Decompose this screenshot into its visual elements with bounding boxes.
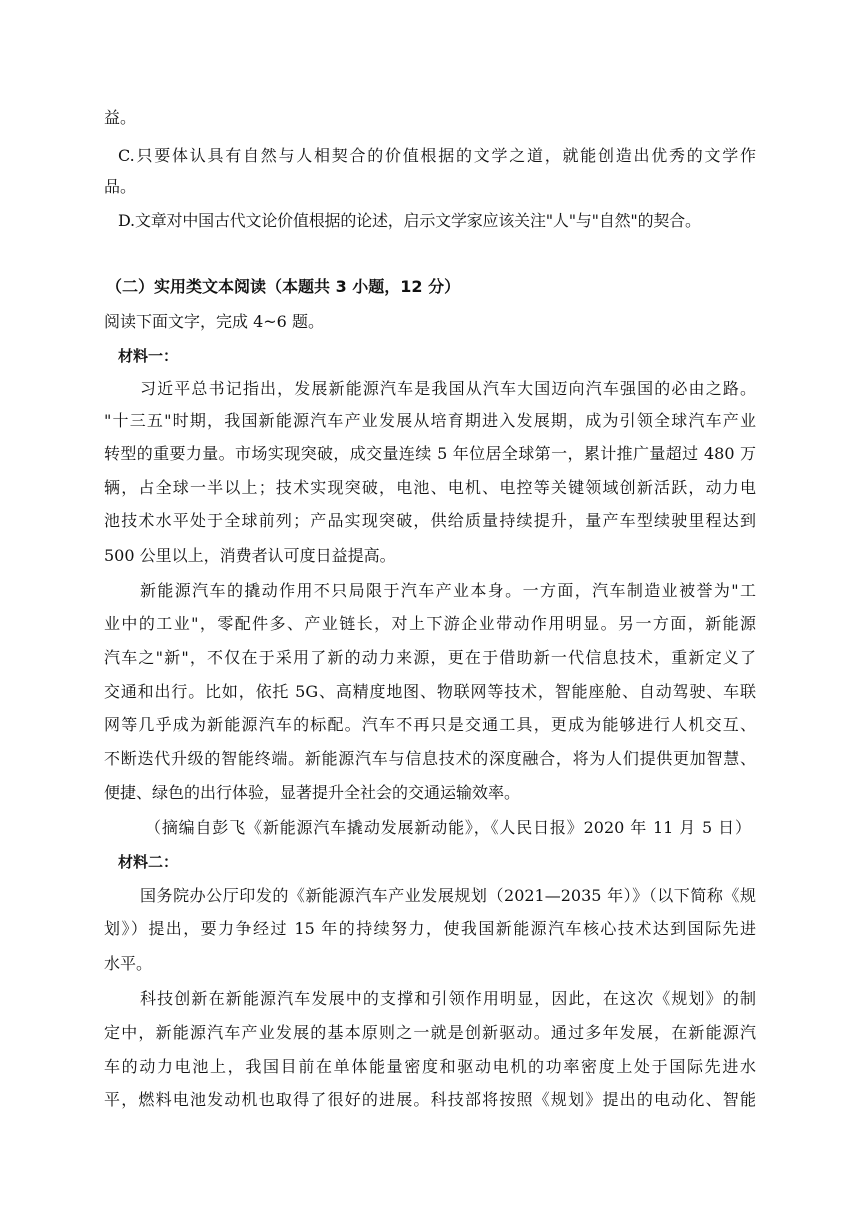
m2-p2-line-2: 定中，新能源汽车产业发展的基本原则之一就是创新驱动。通过多年发展，在新能源汽	[104, 1023, 756, 1042]
continuation-text: 益。	[104, 108, 137, 127]
m1-p2-line-2: 业中的工业"，零配件多、产业链长，对上下游企业带动作用明显。另一方面，新能源	[104, 614, 756, 633]
section-instruction: 阅读下面文字，完成 4~6 题。	[104, 312, 324, 331]
m1-p1-line-3: 转型的重要力量。市场实现突破，成交量连续 5 年位居全球第一，累计推广量超过 480 万	[104, 444, 756, 463]
m1-p2-line-7: 便捷、绿色的出行体验，显著提升全社会的交通运输效率。	[104, 783, 521, 802]
m1-p1-line-5: 池技术水平处于全球前列；产品实现突破，供给质量持续提升，量产车型续驶里程达到	[104, 511, 756, 530]
m1-p1-line-6: 500 公里以上，消费者认可度日益提高。	[104, 546, 396, 565]
material-1-label: 材料一：	[118, 347, 179, 365]
m1-p2-line-1: 新能源汽车的撬动作用不只局限于汽车产业本身。一方面，汽车制造业被誉为"工	[140, 581, 756, 600]
section-heading: （二）实用类文本阅读（本题共 3 小题，12 分）	[106, 277, 461, 296]
m1-p2-line-4: 交通和出行。比如，依托 5G、高精度地图、物联网等技术，智能座舱、自动驾驶、车联	[104, 682, 756, 701]
m1-p1-line-4: 辆，占全球一半以上；技术实现突破，电池、电机、电控等关键领域创新活跃，动力电	[104, 478, 756, 497]
m2-p2-line-4: 平，燃料电池发动机也取得了很好的进展。科技部将按照《规划》提出的电动化、智能	[104, 1090, 756, 1109]
m2-p1-line-1: 国务院办公厅印发的《新能源汽车产业发展规划（2021—2035 年）》（以下简称《规	[140, 886, 756, 905]
m2-p2-line-3: 车的动力电池上，我国目前在单体能量密度和驱动电机的功率密度上处于国际先进水	[104, 1057, 756, 1076]
m1-p2-line-6: 不断迭代升级的智能终端。新能源汽车与信息技术的深度融合，将为人们提供更加智慧、	[104, 749, 756, 768]
m1-source: （摘编自彭飞《新能源汽车撬动发展新动能》，《人民日报》2020 年 11 月 5 日）	[145, 818, 751, 837]
option-c-line-1: C.只要体认具有自然与人相契合的价值根据的文学之道，就能创造出优秀的文学作	[118, 146, 756, 165]
m2-p1-line-3: 水平。	[104, 954, 153, 973]
option-d-line-1: D.文章对中国古代文论价值根据的论述，启示文学家应该关注"人"与"自然"的契合。	[118, 211, 701, 230]
m1-p2-line-5: 网等几乎成为新能源汽车的标配。汽车不再只是交通工具，更成为能够进行人机交互、	[104, 715, 756, 734]
option-c-line-2: 品。	[104, 177, 137, 196]
m1-p1-line-2: "十三五"时期，我国新能源汽车产业发展从培育期进入发展期，成为引领全球汽车产业	[104, 411, 756, 430]
m1-p2-line-3: 汽车之"新"，不仅在于采用了新的动力来源，更在于借助新一代信息技术，重新定义了	[104, 648, 756, 667]
m2-p1-line-2: 划》）提出，要力争经过 15 年的持续努力，使我国新能源汽车核心技术达到国际先进	[104, 919, 756, 938]
material-2-label: 材料二：	[118, 853, 179, 871]
m1-p1-line-1: 习近平总书记指出，发展新能源汽车是我国从汽车大国迈向汽车强国的必由之路。	[140, 379, 756, 398]
m2-p2-line-1: 科技创新在新能源汽车发展中的支撑和引领作用明显，因此，在这次《规划》的制	[140, 989, 756, 1008]
